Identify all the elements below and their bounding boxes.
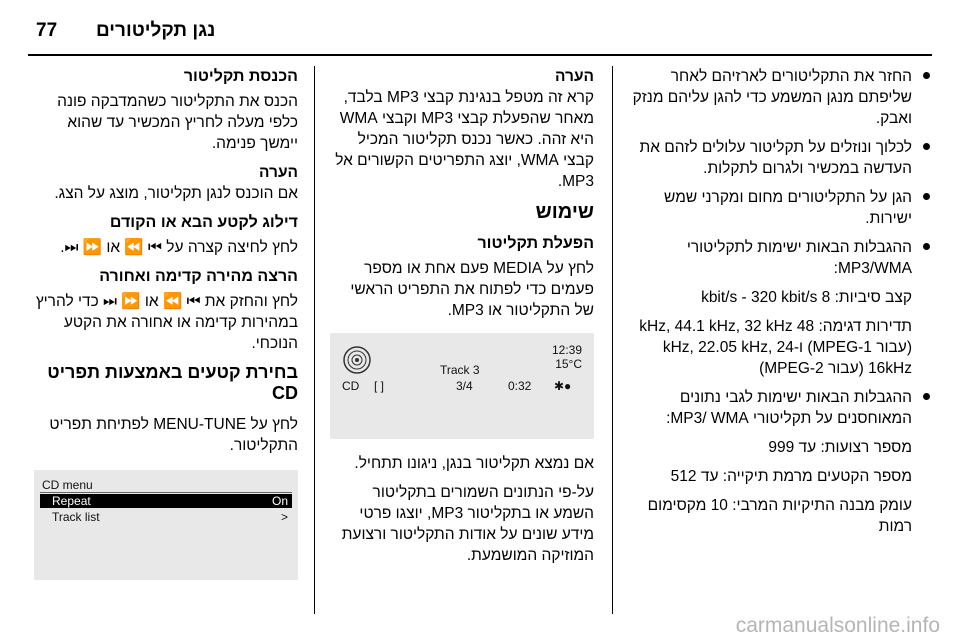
subsection-heading: הפעלת תקליטור [477, 235, 594, 252]
display-screen-playback [330, 333, 594, 439]
paragraph: לחץ לחיצה קצרה על ⏮ ⏪ או ⏩ ⏭. [60, 239, 298, 256]
menu-item-track-list[interactable] [40, 510, 292, 524]
paragraph: על-פי הנתונים השמורים בתקליטור השמע או בתקליטור MP3, יוצגו פרטי מידע שונים על אודות התקליטור ורצועת המוזיקה המושמעת. [341, 484, 594, 564]
column-divider [612, 66, 613, 614]
paragraph: הכנס את התקליטור כשהמדבקה פונה כלפי מעלה לחריץ המכשיר עד שהוא יימשך פנימה. [57, 93, 298, 152]
bullet-item: ההגבלות הבאות ישימות לתקליטורי MP3/WMA: [628, 237, 934, 279]
screen-track: Track 3 [440, 363, 480, 377]
sub-item: תדירות דגימה: 48 kHz, 44.1 kHz, 32 kHz (עבור MPEG-1) ו-24 kHz, 22.05 kHz, 16kHz (עבור MPEG-2) [639, 318, 912, 377]
subsection-heading: הכנסת תקליטור [183, 68, 298, 85]
menu-item-value: On [271, 494, 288, 508]
display-screen-cd-menu [34, 470, 298, 580]
note-text: אם הוכנס לנגן תקליטור, מוצג על הצג. [54, 185, 298, 202]
screen-source: CD [342, 379, 360, 393]
sub-item: מספר רצועות: עד 999 [768, 439, 912, 456]
menu-item-label: Repeat [52, 494, 91, 508]
note-text: קרא זה מטפל בנגינת קבצי MP3 בלבד, מאחר שהפעלת קבצי MP3 וקבצי WMA היא זהה. כאשר נכנס תקליטור המכיל קבצי WMA, יוצג התפריטים הקשורים אל MP3. [335, 89, 594, 190]
watermark: carmanualsonline.info [735, 614, 940, 637]
screen-time: 12:39 [551, 343, 582, 357]
menu-item-label: Track list [52, 510, 100, 524]
menu-title-rule [40, 492, 292, 493]
paragraph: לחץ על MENU-TUNE לפתיחת תפריט התקליטור. [49, 416, 298, 454]
cd-disc-icon [342, 345, 372, 375]
section-heading: בחירת קטעים באמצעות תפריט CD [47, 362, 298, 403]
subsection-heading: דילוג לקטע הבא או הקודם [109, 214, 298, 231]
page-header [0, 0, 960, 56]
paragraph: אם נמצא תקליטור בנגן, ניגונו תתחיל. [354, 455, 594, 472]
bullet-item: הגן על התקליטורים מחום ומקרני שמש ישירות. [628, 187, 934, 229]
sub-item: מספר הקטעים מרמת תיקייה: עד 512 [670, 468, 912, 485]
sub-item: עומק מבנה התיקיות המרבי: 10 מקסימום רמות [647, 497, 912, 535]
chevron-right-icon: > [280, 510, 288, 524]
menu-title: CD menu [42, 478, 93, 492]
section-heading: שימוש [535, 201, 594, 223]
bullet-item: לכלוך ונוזלים על תקליטור עלולים לזהם את העדשה במכשיר ולגרום לתקלות. [628, 137, 934, 179]
column-middle [330, 66, 594, 574]
bluetooth-icon: ✱● [554, 379, 572, 393]
note-title: הערה [259, 164, 298, 181]
page-title: נגן תקליטורים [96, 20, 216, 41]
screen-temperature: 15°C [555, 357, 582, 371]
screen-brackets: [ ] [374, 379, 385, 393]
paragraph: לחץ על MEDIA פעם אחת או מספר פעמים כדי לפתוח את התפריט הראשי של התקליטור או MP3. [350, 260, 594, 319]
column-divider [314, 66, 315, 614]
screen-elapsed: 0:32 [508, 379, 532, 393]
page-number: 77 [36, 20, 58, 41]
sub-item: קצב סיביות: 8 kbit/s - 320 kbit/s [701, 289, 912, 306]
column-right [628, 66, 934, 545]
header-rule [28, 54, 932, 56]
bullet-item: החזר את התקליטורים לארזיהם לאחר שליפתם מנגן המשמע כדי להגן עליהם מנזק ואבק. [628, 66, 934, 129]
column-left [34, 66, 298, 580]
screen-track-fraction: 3/4 [456, 379, 473, 393]
note-title: הערה [555, 68, 594, 85]
subsection-heading: הרצה מהירה קדימה ואחורה [99, 268, 298, 285]
bullet-item: ההגבלות הבאות ישימות לגבי נתונים המאוחסנים על תקליטורי MP3/ WMA: [628, 387, 934, 429]
paragraph: לחץ והחזק את ⏮ ⏪ או ⏩ ⏭ כדי להריץ במהירות קדימה או אחורה את הקטע הנוכחי. [35, 293, 298, 352]
menu-item-repeat[interactable] [40, 494, 292, 508]
